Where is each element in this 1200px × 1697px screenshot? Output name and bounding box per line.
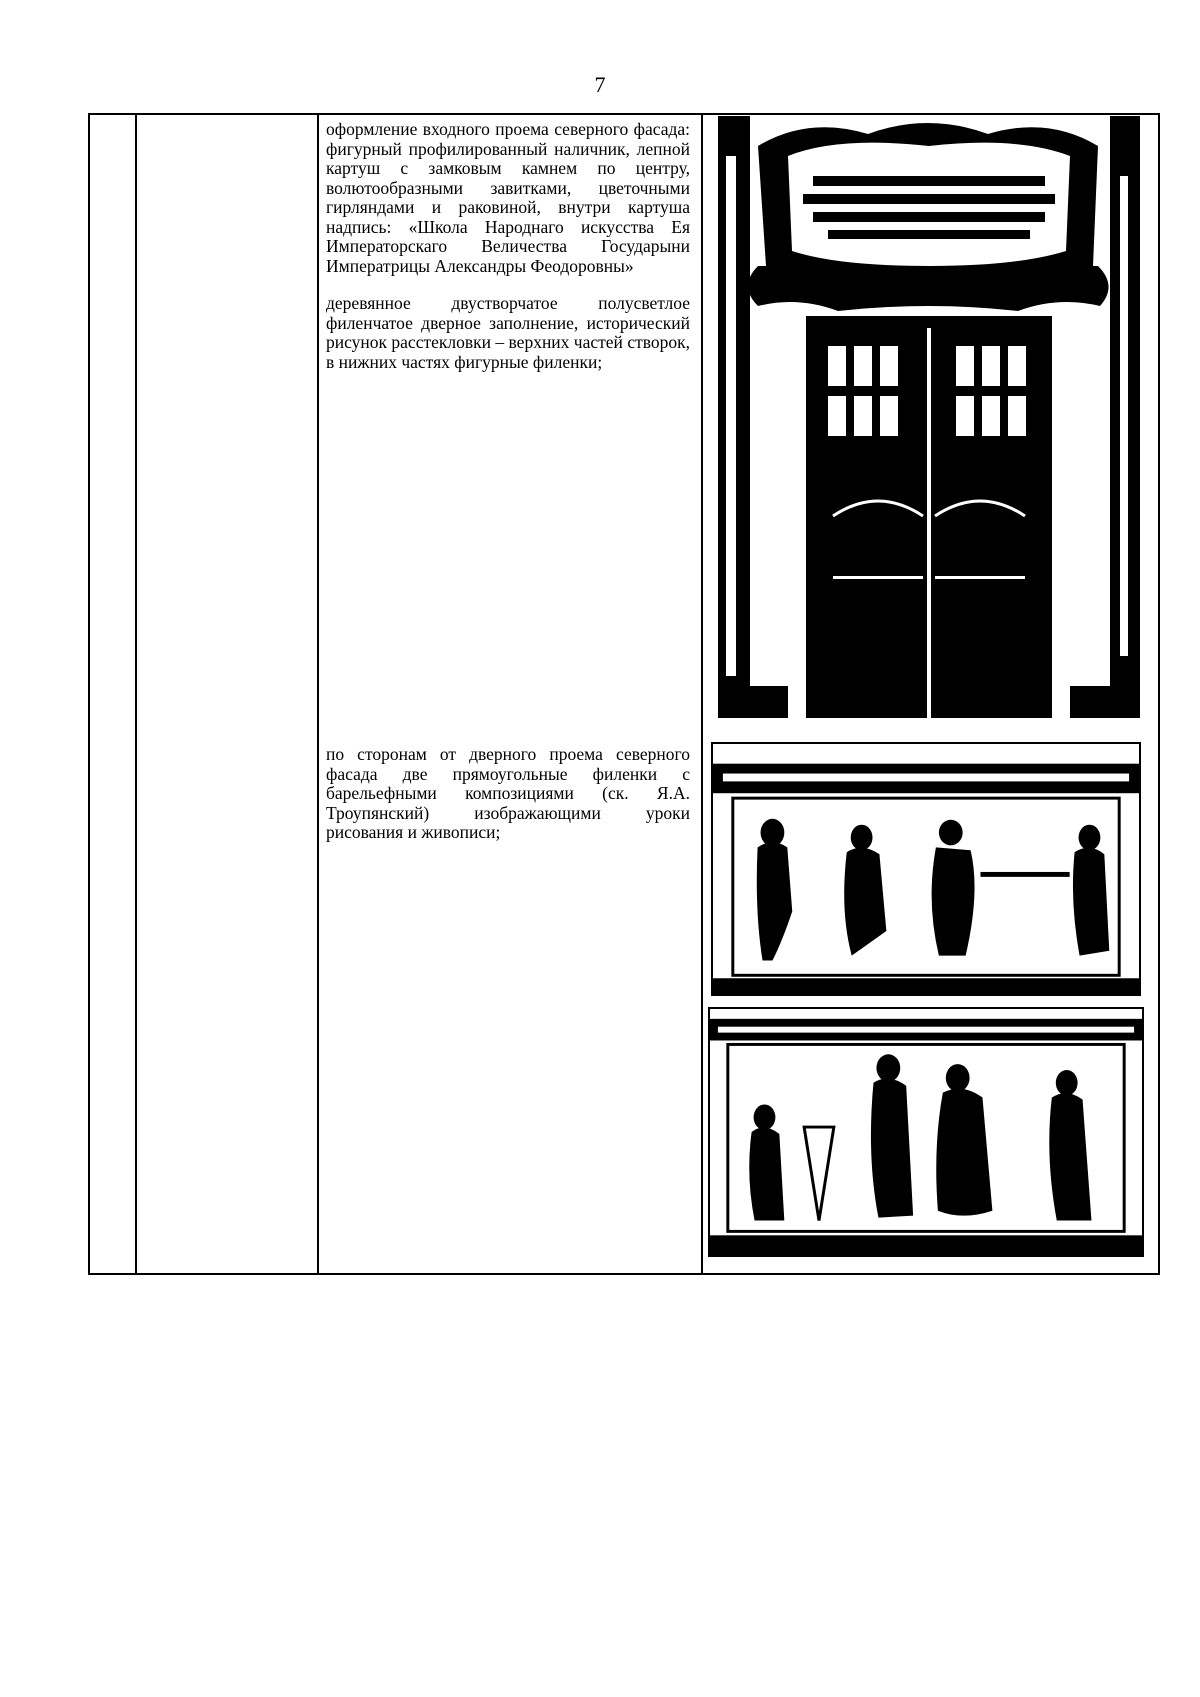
description-paragraph: деревянное двустворчатое полусветлое филенчатое дверное заполнение, исторический рисунок расстекловки – верхних частей створок, в нижних частях фигурные филенки; bbox=[326, 293, 690, 372]
page-number: 7 bbox=[594, 72, 606, 97]
description-paragraph: оформление входного проема северного фасада: фигурный профилированный наличник, лепной картуш с замковым камнем по центру, волютообразными завитками, цветочными гирляндами и раковиной, внутри картуша надпись: «Школа Народнаго искусства Ея Императорскаго Величества Государыни Императрицы Александры Феодоровны» bbox=[326, 119, 690, 276]
description-cell-bas-reliefs bbox=[326, 745, 690, 843]
bas-relief-panel-photo bbox=[711, 742, 1141, 996]
column-divider bbox=[317, 115, 319, 1273]
description-paragraph: по сторонам от дверного проема северного фасада две прямоугольные филенки с барельефными композициями (ск. Я.А. Троупянский) изображающими уроки рисования и живописи; bbox=[326, 744, 690, 842]
description-cell-entrance bbox=[326, 120, 690, 372]
column-divider bbox=[135, 115, 137, 1273]
column-divider bbox=[701, 115, 703, 1273]
bas-relief-panel-photo bbox=[708, 1007, 1144, 1257]
entrance-doorway-photo bbox=[718, 116, 1140, 718]
